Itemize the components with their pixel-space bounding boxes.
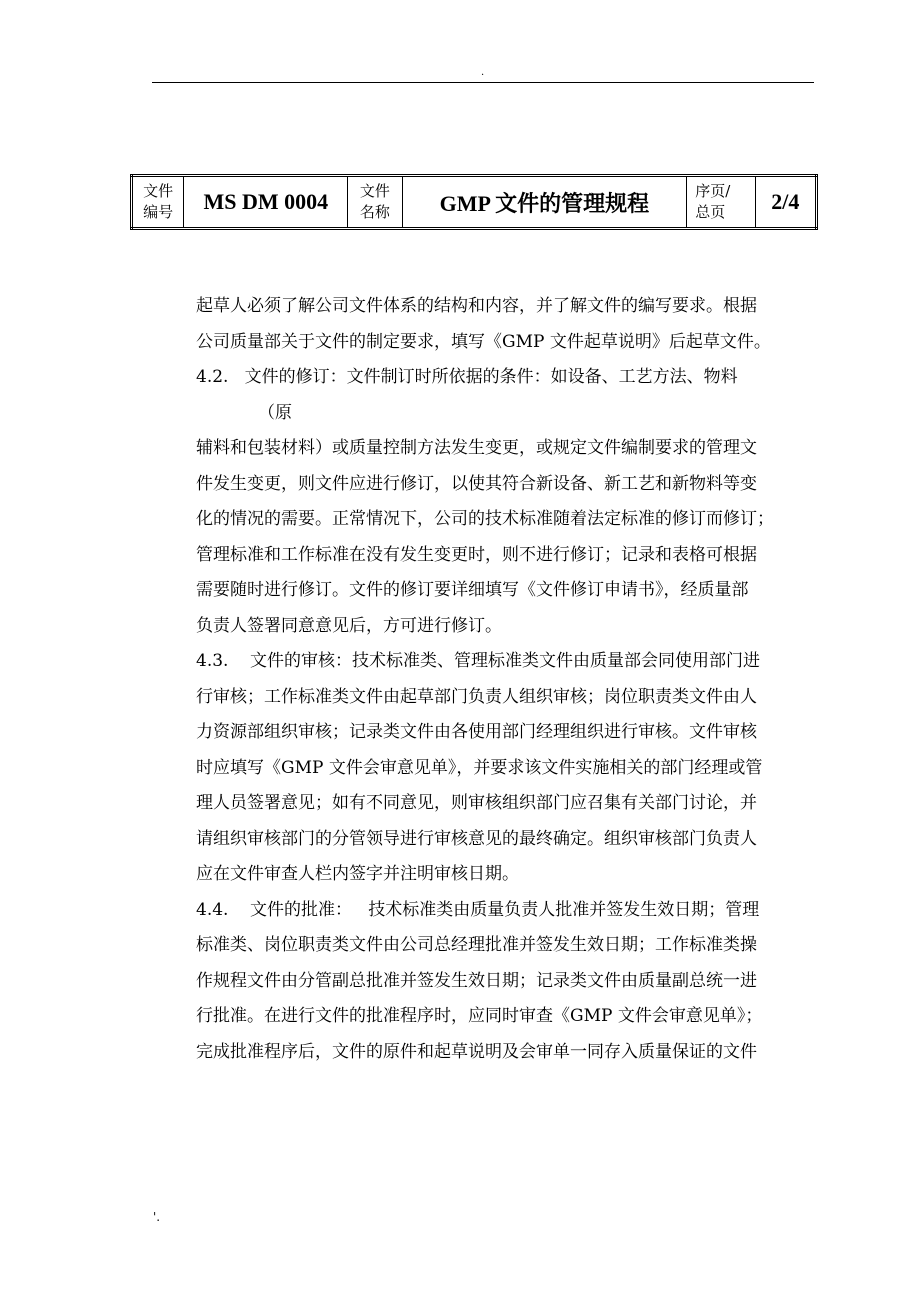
section-4-2-heading: 4.2. 文件的修订：文件制订时所依据的条件：如设备、工艺方法、物料 bbox=[196, 367, 738, 387]
doc-number-label bbox=[132, 176, 184, 229]
text-line: 力资源部组织审核；记录类文件由各使用部门经理组织进行审核。文件审核 bbox=[196, 722, 757, 742]
doc-name-label bbox=[348, 176, 402, 229]
text-line: 化的情况的需要。正常情况下，公司的技术标准随着法定标准的修订而修订； bbox=[196, 509, 774, 529]
doc-number-label-line2: 编号 bbox=[143, 203, 174, 221]
text-line: 行批准。在进行文件的批准程序时，应同时审查《GMP 文件会审意见单》； bbox=[196, 1006, 763, 1026]
section-4-3-heading: 4.3. 文件的审核：技术标准类、管理标准类文件由质量部会同使用部门进 bbox=[196, 651, 761, 671]
text-line: 公司质量部关于文件的制定要求，填写《GMP 文件起草说明》后起草文件。 bbox=[196, 331, 771, 352]
text-line: 负责人签署同意意见后，方可进行修订。 bbox=[196, 615, 502, 636]
text-line: 起草人必须了解公司文件体系的结构和内容，并了解文件的编写要求。根据 bbox=[196, 296, 757, 316]
text-line: （原 bbox=[258, 402, 292, 423]
header-rule bbox=[152, 82, 814, 83]
page-label-line2: 总页 bbox=[695, 203, 726, 221]
text-line: 标准类、岗位职责类文件由公司总经理批准并签发生效日期；工作标准类操 bbox=[196, 935, 757, 955]
text-line: 请组织审核部门的分管领导进行审核意见的最终确定。组织审核部门负责人 bbox=[196, 828, 757, 849]
text-line: 件发生变更，则文件应进行修订，以使其符合新设备、新工艺和新物料等变 bbox=[196, 473, 757, 494]
doc-number: MS DM 0004 bbox=[184, 176, 348, 229]
text-line: 行审核；工作标准类文件由起草部门负责人组织审核；岗位职责类文件由人 bbox=[196, 686, 757, 707]
body-text bbox=[196, 289, 816, 1070]
doc-title: GMP 文件的管理规程 bbox=[402, 176, 687, 229]
page-label bbox=[687, 176, 755, 229]
header-dot: . bbox=[481, 67, 485, 78]
section-4-4-heading: 4.4. 文件的批准： 技术标准类由质量负责人批准并签发生效日期；管理 bbox=[196, 899, 760, 920]
text-line: 辅料和包装材料）或质量控制方法发生变更，或规定文件编制要求的管理文 bbox=[196, 438, 757, 458]
page-number: 2/4 bbox=[755, 176, 816, 229]
doc-number-label-line1: 文件 bbox=[143, 182, 174, 200]
text-line: 完成批准程序后，文件的原件和起草说明及会审单一同存入质量保证的文件 bbox=[196, 1041, 757, 1062]
document-header-table bbox=[130, 174, 818, 230]
text-line: 作规程文件由分管副总批准并签发生效日期；记录类文件由质量副总统一进 bbox=[196, 970, 757, 991]
text-line: 时应填写《GMP 文件会审意见单》，并要求该文件实施相关的部门经理或管 bbox=[196, 757, 763, 778]
page-label-line1: 序页/ bbox=[695, 182, 731, 200]
doc-name-label-line2: 名称 bbox=[359, 203, 390, 221]
text-line: 应在文件审查人栏内签字并注明审核日期。 bbox=[196, 864, 519, 884]
text-line: 理人员签署意见；如有不同意见，则审核组织部门应召集有关部门讨论，并 bbox=[196, 793, 757, 813]
doc-name-label-line1: 文件 bbox=[359, 182, 390, 200]
footer-mark: '. bbox=[153, 1210, 161, 1224]
text-line: 管理标准和工作标准在没有发生变更时，则不进行修订；记录和表格可根据 bbox=[196, 544, 757, 565]
text-line: 需要随时进行修订。文件的修订要详细填写《文件修订申请书》，经质量部 bbox=[196, 580, 749, 600]
